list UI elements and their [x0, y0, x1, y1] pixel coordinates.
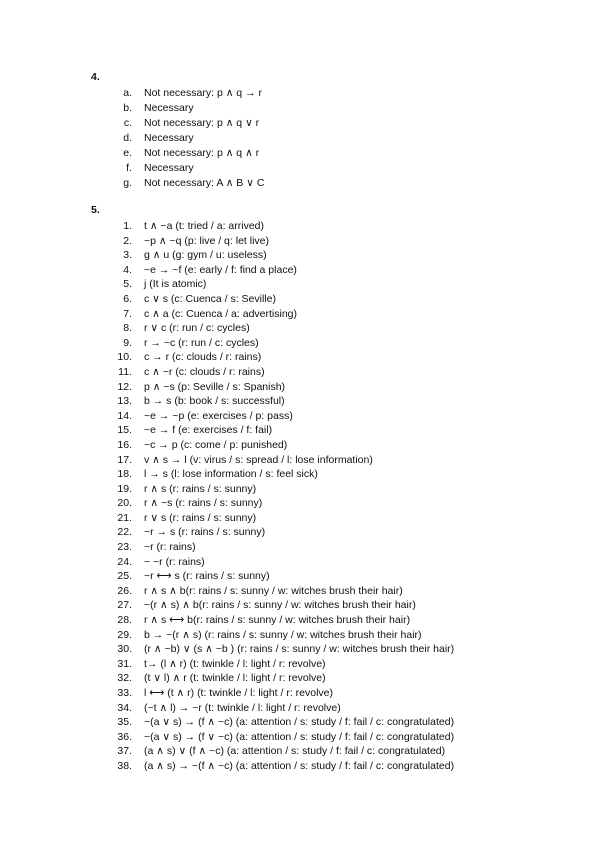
- list-item: [110, 525, 454, 540]
- list-item-marker: 36.: [117, 730, 132, 743]
- list-item: [110, 628, 454, 643]
- list-item-text: b → s (b: book / s: successful): [144, 395, 285, 408]
- list-item-text: ~ ~r (r: rains): [144, 555, 205, 568]
- list-item-marker: 12.: [117, 380, 132, 393]
- list-item-text: ~(r ∧ s) ∧ b(r: rains / s: sunny / w: witches brush their hair): [144, 599, 416, 612]
- list-item-marker: e.: [123, 147, 132, 159]
- list-item-text: c ∧ ~r (c: clouds / r: rains): [144, 365, 265, 378]
- list-item-marker: 20.: [117, 497, 132, 510]
- list-item: [110, 277, 454, 292]
- list-item-marker: 34.: [117, 701, 132, 714]
- list-item-text: (r ∧ ~b) ∨ (s ∧ ~b ) (r: rains / s: sunny / w: witches brush their hair): [144, 643, 455, 656]
- list-item-text: ~e → f (e: exercises / f: fail): [144, 424, 273, 437]
- list-item-text: ~e → ~f (e: early / f: find a place): [144, 263, 297, 276]
- list-item: [120, 131, 264, 146]
- list-item-marker: 16.: [117, 438, 132, 451]
- list-item-marker: 31.: [117, 657, 132, 670]
- list-item-text: Necessary: [144, 102, 194, 114]
- list-item: [110, 248, 454, 263]
- list-item-text: ~(a ∨ s) → (f ∨ ~c) (a: attention / s: study / f: fail / c: congratulated): [144, 730, 455, 743]
- list-item-text: t ∧ ~a (t: tried / a: arrived): [144, 220, 265, 232]
- list-item-text: c ∨ s (c: Cuenca / s: Seville): [144, 292, 276, 305]
- list-item: [110, 671, 454, 686]
- list-item: [110, 555, 454, 570]
- list-item-marker: 28.: [117, 614, 132, 627]
- list-item-text: r ∧ s (r: rains / s: sunny): [144, 482, 257, 495]
- list-item-text: p ∧ ~s (p: Seville / s: Spanish): [144, 380, 286, 393]
- list-item: [120, 86, 264, 101]
- list-item-marker: c.: [123, 117, 132, 129]
- list-item-text: r ∨ c (r: run / c: cycles): [144, 322, 250, 335]
- list-item-marker: 25.: [117, 570, 132, 583]
- list-item: [110, 263, 454, 278]
- list-item-text: Necessary: [144, 162, 194, 174]
- list-item-text: v ∧ s → l (v: virus / s: spread / l: lose information): [144, 453, 373, 466]
- list-item-marker: b.: [123, 102, 132, 114]
- section-4-number: 4.: [91, 71, 100, 83]
- list-item-text: (~t ∧ l) → ~r (t: twinkle / l: light / r: revolve): [144, 701, 341, 714]
- list-item-marker: 17.: [117, 453, 132, 466]
- list-item-text: l ⟷ (t ∧ r) (t: twinkle / l: light / r: revolve): [144, 687, 334, 699]
- list-item-marker: 1.: [123, 220, 132, 232]
- section-4-list: [120, 86, 264, 191]
- list-item-text: j (It is atomic): [144, 278, 207, 291]
- list-item-text: (a ∧ s) → ~(f ∧ ~c) (a: attention / s: study / f: fail / c: congratulated): [144, 759, 455, 772]
- list-item-marker: 2.: [123, 234, 132, 247]
- list-item: [110, 759, 454, 774]
- list-item: [110, 642, 454, 657]
- list-item: [110, 569, 454, 584]
- list-item-marker: 37.: [117, 745, 132, 758]
- list-item-marker: 24.: [117, 555, 132, 568]
- list-item-text: c ∧ a (c: Cuenca / a: advertising): [144, 307, 297, 320]
- list-item: [110, 423, 454, 438]
- list-item-marker: 19.: [117, 482, 132, 495]
- list-item: [110, 380, 454, 395]
- list-item-text: Not necessary: A ∧ B ∨ C: [144, 177, 265, 189]
- list-item-text: ~(a ∨ s) → (f ∧ ~c) (a: attention / s: study / f: fail / c: congratulated): [144, 716, 455, 729]
- list-item: [110, 715, 454, 730]
- list-item: [120, 116, 264, 131]
- list-item-text: Necessary: [144, 132, 194, 144]
- list-item-text: l → s (l: lose information / s: feel sick): [144, 468, 318, 481]
- list-item-text: ~e → ~p (e: exercises / p: pass): [144, 409, 293, 422]
- section-5-number: 5.: [91, 204, 100, 216]
- list-item-text: r ∧ ~s (r: rains / s: sunny): [144, 497, 263, 510]
- list-item-text: g ∧ u (g: gym / u: useless): [144, 249, 267, 262]
- list-item: [110, 730, 454, 745]
- list-item: [110, 453, 454, 468]
- list-item-marker: 5.: [123, 278, 132, 291]
- list-item: [110, 467, 454, 482]
- list-item: [110, 657, 454, 672]
- list-item-marker: d.: [123, 132, 132, 144]
- list-item-marker: 38.: [117, 759, 132, 772]
- list-item-text: Not necessary: p ∧ q → r: [144, 87, 262, 99]
- list-item: [110, 292, 454, 307]
- list-item-text: r → ~c (r: run / c: cycles): [144, 336, 259, 349]
- list-item: [110, 496, 454, 511]
- list-item: [110, 350, 454, 365]
- section-5-list: [110, 219, 454, 774]
- list-item: [110, 598, 454, 613]
- list-item: [110, 701, 454, 716]
- list-item-marker: 15.: [117, 424, 132, 437]
- list-item-marker: 32.: [117, 672, 132, 685]
- list-item-text: Not necessary: p ∧ q ∧ r: [144, 147, 260, 159]
- list-item: [120, 101, 264, 116]
- list-item-marker: 27.: [117, 599, 132, 612]
- list-item-marker: 22.: [117, 526, 132, 539]
- list-item: [110, 744, 454, 759]
- list-item: [110, 234, 454, 249]
- list-item: [110, 336, 454, 351]
- list-item-marker: 26.: [117, 584, 132, 597]
- list-item-marker: 8.: [123, 322, 132, 335]
- list-item-marker: 13.: [117, 395, 132, 408]
- list-item: [110, 409, 454, 424]
- list-item-text: t→ (l ∧ r) (t: twinkle / l: light / r: revolve): [144, 657, 326, 670]
- list-item: [110, 686, 454, 701]
- list-item-marker: 7.: [123, 307, 132, 320]
- list-item-marker: a.: [123, 87, 132, 99]
- list-item: [110, 394, 454, 409]
- list-item: [110, 482, 454, 497]
- list-item-text: r ∧ s ⟷ b(r: rains / s: sunny / w: witches brush their hair): [144, 614, 411, 627]
- list-item-marker: 29.: [117, 628, 132, 641]
- list-item: [110, 307, 454, 322]
- list-item: [120, 161, 264, 176]
- list-item-marker: 11.: [118, 365, 132, 378]
- list-item-marker: 23.: [117, 541, 132, 554]
- list-item-text: (a ∧ s) ∨ (f ∧ ~c) (a: attention / s: study / f: fail / c: congratulated): [144, 745, 446, 758]
- list-item-marker: g.: [123, 177, 132, 189]
- list-item-text: ~r ⟷ s (r: rains / s: sunny): [144, 570, 270, 583]
- list-item: [110, 438, 454, 453]
- list-item-text: (t ∨ l) ∧ r (t: twinkle / l: light / r: revolve): [144, 672, 326, 685]
- list-item-marker: 9.: [123, 336, 132, 349]
- list-item-marker: 30.: [117, 643, 132, 656]
- list-item: [120, 146, 264, 161]
- list-item-text: ~p ∧ ~q (p: live / q: let live): [144, 234, 269, 247]
- list-item: [110, 584, 454, 599]
- list-item-marker: f.: [126, 162, 132, 174]
- list-item-text: r ∧ s ∧ b(r: rains / s: sunny / w: witches brush their hair): [144, 584, 403, 597]
- list-item-marker: 18.: [117, 468, 132, 481]
- list-item-marker: 35.: [117, 716, 132, 729]
- list-item-text: ~c → p (c: come / p: punished): [144, 438, 288, 451]
- list-item-text: b → ~(r ∧ s) (r: rains / s: sunny / w: witches brush their hair): [144, 628, 422, 641]
- list-item-marker: 21.: [117, 511, 132, 524]
- list-item-marker: 6.: [123, 292, 132, 305]
- list-item-marker: 33.: [117, 687, 132, 699]
- list-item-text: Not necessary: p ∧ q ∨ r: [144, 117, 260, 129]
- list-item: [110, 321, 454, 336]
- list-item: [110, 219, 454, 234]
- list-item-text: ~r (r: rains): [144, 541, 196, 554]
- list-item-text: r ∨ s (r: rains / s: sunny): [144, 511, 257, 524]
- list-item-text: c → r (c: clouds / r: rains): [144, 351, 262, 364]
- list-item-marker: 14.: [117, 409, 132, 422]
- list-item: [120, 176, 264, 191]
- list-item: [110, 511, 454, 526]
- list-item-marker: 3.: [123, 249, 132, 262]
- list-item-text: ~r → s (r: rains / s: sunny): [144, 526, 266, 539]
- list-item: [110, 540, 454, 555]
- list-item: [110, 365, 454, 380]
- list-item-marker: 4.: [123, 263, 132, 276]
- list-item-marker: 10.: [117, 351, 132, 364]
- list-item: [110, 613, 454, 628]
